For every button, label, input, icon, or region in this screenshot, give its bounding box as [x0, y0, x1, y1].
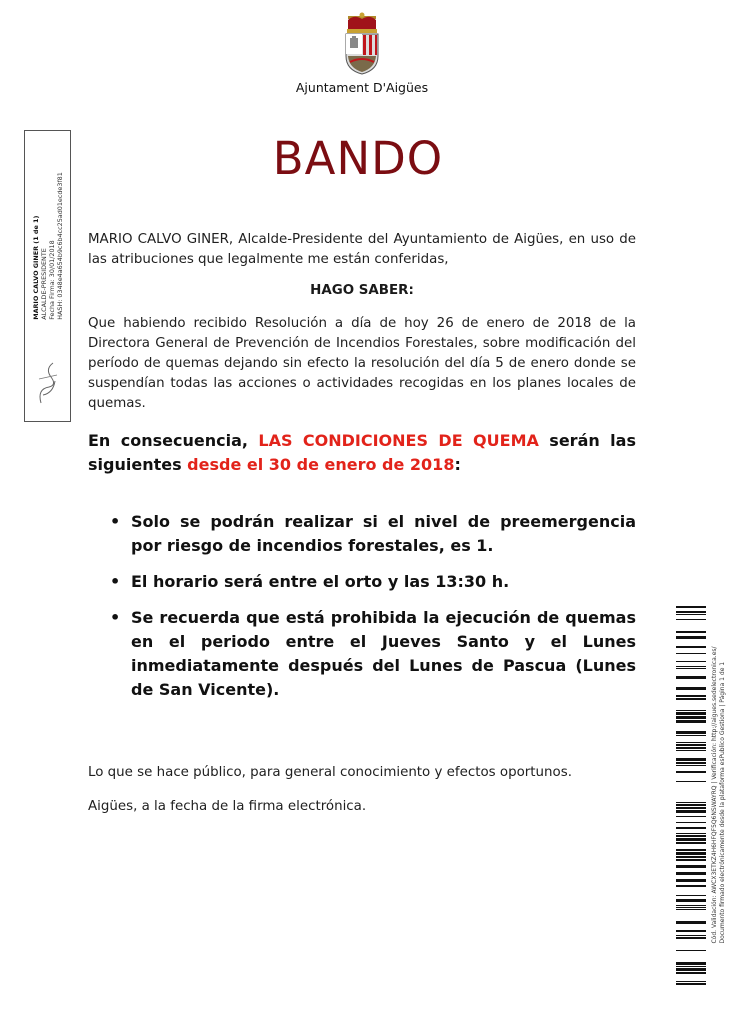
- list-item: [110, 510, 636, 558]
- town-name: Ajuntament D'Aigües: [295, 80, 429, 95]
- hago-saber-heading: HAGO SABER:: [310, 283, 414, 298]
- signer-role: ALCALDE-PRESIDENTE: [39, 248, 48, 320]
- document-title: BANDO: [272, 132, 444, 185]
- signature-hash: HASH: 0348e4a654b9c6b4cc25ad01ecde3f81: [55, 172, 64, 320]
- consequence-highlight-2: desde el 30 de enero de 2018: [187, 455, 455, 474]
- bullet-icon: •: [110, 608, 121, 627]
- platform-note: Documento firmado electrónicamente desde la plataforma esPublico Gestiona | Página 1 de 1: [719, 661, 726, 944]
- closing-paragraph: Lo que se hace público, para general conocimiento y efectos oportunos.: [88, 765, 572, 780]
- bullet-icon: •: [110, 512, 121, 531]
- validation-code: Cód. Validación: AWCX3ETKZ4H6HFQF5Q6NSWAYRQ | Verificación: http://aigues.sedelectronica.es/: [711, 646, 718, 944]
- conditions-list: [110, 510, 636, 714]
- date-line: Aigües, a la fecha de la firma electrónica.: [88, 799, 367, 814]
- signer-name: MARIO CALVO GINER (1 de 1): [31, 215, 40, 320]
- validation-legend: [708, 600, 730, 990]
- consequence-highlight-1: LAS CONDICIONES DE QUEMA: [258, 431, 539, 450]
- list-item-text: Solo se podrán realizar si el nivel de preemergencia por riesgo de incendios forestales, es 1.: [131, 512, 636, 555]
- list-item: [110, 570, 636, 594]
- consequence-text-1: En consecuencia,: [88, 431, 259, 450]
- consequence-text-3: :: [454, 455, 461, 474]
- bullet-icon: •: [110, 572, 121, 591]
- resolution-paragraph: Que habiendo recibido Resolución a día de hoy 26 de enero de 2018 de la Directora General de Prevención de Incendios Forestales, sobre modificación del período de quemas dejando sin efecto la resolución del día 5 de enero donde se suspendían todas las acciones o actividades recogidas en los planes locales de quemas.: [88, 316, 636, 411]
- consequence-paragraph: [88, 429, 636, 477]
- coat-of-arms-icon: [342, 12, 382, 76]
- intro-paragraph: MARIO CALVO GINER, Alcalde-Presidente del Ayuntamiento de Aigües, en uso de las atribuciones que legalmente me están conferidas,: [88, 232, 636, 267]
- list-item-text: Se recuerda que está prohibida la ejecución de quemas en el periodo entre el Jueves Santo y el Lunes inmediatamente después del Lunes de Pascua (Lunes de San Vicente).: [131, 608, 636, 699]
- signature-date: Fecha Firma: 30/01/2018: [47, 240, 56, 320]
- handwritten-signature-icon: [35, 359, 61, 407]
- consequence-text-2: serán las siguientes: [88, 431, 636, 474]
- list-item: [110, 606, 636, 702]
- list-item-text: El horario será entre el orto y las 13:30 h.: [131, 572, 510, 591]
- barcode-icon: [676, 606, 706, 990]
